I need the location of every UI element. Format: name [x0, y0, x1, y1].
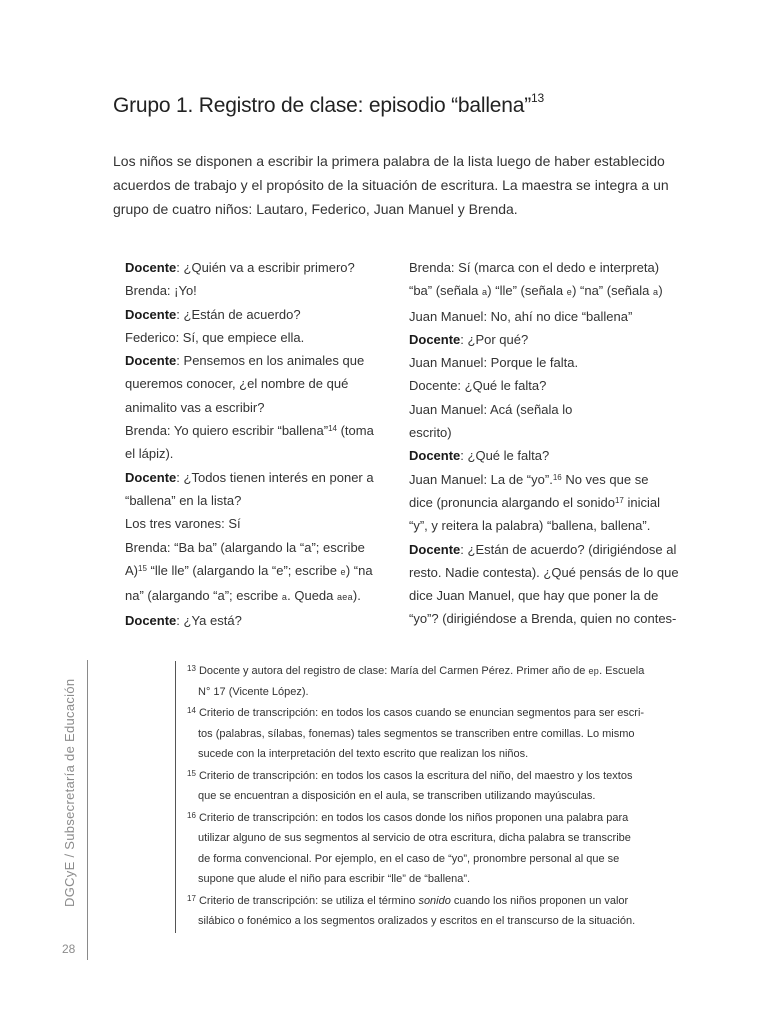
footnote-ref: 16	[552, 472, 562, 482]
dialogue-text: ) “na	[345, 562, 373, 578]
dialogue-line	[125, 489, 387, 512]
dialogue-text: ) “lle” (señala	[487, 283, 567, 299]
dialogue-text: inicial	[623, 494, 661, 510]
footnote-number: 14	[187, 706, 196, 715]
dialogue-text: Juan Manuel: La de “yo”.	[409, 471, 553, 487]
dialogue-line	[409, 374, 663, 397]
dialogue-text: Brenda: Sí (marca con el dedo e interpreta)	[409, 260, 660, 275]
dialogue-text: “lle lle” (alargando la “e”; escribe	[146, 562, 341, 578]
footnote-text: de forma convencional. Por ejemplo, en el caso de “yo”, pronombre personal al que se	[198, 852, 620, 865]
dialogue-line	[409, 514, 663, 537]
page-title-text: Grupo 1. Registro de clase: episodio “ballena”	[113, 94, 532, 117]
footnote-text: supone que alude el niño para escribir “lle” de “ballena”.	[198, 873, 471, 885]
sidebar-divider	[87, 660, 88, 960]
dialogue-line	[409, 584, 663, 607]
dialogue-line	[409, 538, 677, 561]
dialogue-text: A)	[125, 562, 138, 578]
dialogue-text: “y”, y reitera la palabra) “ballena, ballena”.	[409, 518, 651, 534]
dialogue-text: e	[566, 287, 573, 298]
speaker-label: Docente	[125, 260, 177, 275]
footnote-text: Criterio de transcripción: se utiliza el término	[195, 894, 419, 907]
dialogue-line	[409, 398, 663, 421]
intro-paragraph: Los niños se disponen a escribir la primera palabra de la lista luego de haber establecido acuerdos de trabajo y el propósito de la situación de escritura. La maestra se integra a un grupo de cuatro niños: Lautaro, Federico, Juan Manuel y Brenda.	[113, 153, 669, 217]
dialogue-text: Brenda: “Ba ba” (alargando la “a”; escribe	[125, 539, 365, 555]
sidebar-publisher-label: DGCyE / Subsecretaría de Educación	[62, 678, 77, 907]
footnote-17	[187, 891, 672, 932]
dialogue-line	[125, 442, 387, 465]
dialogue-line	[125, 419, 387, 442]
footnote-ref: 17	[614, 495, 624, 505]
dialogue-line	[125, 372, 387, 395]
dialogue-line	[409, 256, 663, 279]
dialogue-text: animalito vas a escribir?	[125, 399, 265, 415]
dialogue-text: “ba” (señala	[409, 283, 482, 299]
dialogue-text: Brenda: Yo quiero escribir “ballena”	[125, 423, 329, 439]
dialogue-text: : ¿Están de acuerdo?	[176, 306, 301, 322]
dialogue-text: Docente: ¿Qué le falta?	[409, 378, 547, 394]
dialogue-text: a	[281, 592, 288, 603]
dialogue-line	[409, 607, 677, 630]
dialogue-right-column	[409, 256, 679, 631]
dialogue-text: dice Juan Manuel, que hay que poner la de	[409, 588, 659, 604]
dialogue-text: : ¿Ya está?	[176, 613, 242, 629]
dialogue-text: a	[481, 287, 488, 298]
footnote-text: que se encuentran a disposición en el aula, se transcriben utilizando mayúsculas.	[198, 790, 596, 802]
dialogue-text: : ¿Todos tienen interés en poner a	[176, 469, 374, 485]
footnote-number: 15	[187, 768, 196, 778]
dialogue-line	[409, 468, 663, 491]
dialogue-text: a	[653, 287, 659, 298]
footnote-13	[187, 661, 672, 702]
dialogue-text: Juan Manuel: No, ahí no dice “ballena”	[409, 308, 633, 324]
footnote-number: 13	[187, 664, 196, 673]
dialogue-line	[409, 328, 663, 351]
footnote-text: Criterio de transcripción: en todos los casos donde los niños proponen una palabra para	[195, 811, 629, 824]
dialogue-line	[125, 466, 387, 489]
footnote-ref: 14	[328, 424, 337, 434]
speaker-label: Docente	[409, 448, 461, 464]
footnote-text: Docente y autora del registro de clase: María del Carmen Pérez. Primer año de	[195, 665, 589, 677]
dialogue-text: : ¿Quién va a escribir primero?	[176, 260, 355, 275]
dialogue-line	[409, 305, 663, 328]
dialogue-text: )	[658, 283, 663, 299]
footnote-16	[187, 808, 672, 890]
footnote-text: ep	[588, 666, 600, 676]
footnote-text: cuando los niños proponen un valor	[450, 894, 629, 907]
dialogue-text: “ballena” en la lista?	[125, 492, 242, 508]
page-title	[113, 91, 733, 118]
footnote-text: Criterio de transcripción: en todos los casos cuando se enuncian segmentos para ser escri-	[195, 707, 645, 719]
dialogue-line	[409, 491, 663, 514]
dialogue-text: e	[340, 566, 346, 577]
speaker-label: Docente	[125, 306, 177, 322]
dialogue-left-column	[125, 256, 387, 633]
dialogue-line	[125, 303, 387, 326]
footnotes	[175, 661, 672, 933]
dialogue-text: : ¿Están de acuerdo? (dirigiéndose al	[460, 541, 677, 557]
dialogue-text: (toma	[336, 423, 374, 439]
dialogue-text: dice (pronuncia alargando el sonido	[409, 494, 615, 510]
footnote-number: 16	[187, 810, 196, 820]
dialogue-line	[125, 584, 387, 609]
dialogue-line	[125, 536, 387, 559]
dialogue-text: escrito)	[409, 425, 452, 441]
dialogue-line	[409, 561, 679, 584]
dialogue-line	[125, 326, 387, 349]
footnote-text: utilizar alguno de sus segmentos al servicio de otra escritura, dicha palabra se transcribe	[198, 832, 631, 844]
dialogue-line	[409, 421, 663, 444]
dialogue-line	[125, 349, 387, 372]
speaker-label: Docente	[125, 353, 177, 369]
speaker-label: Docente	[409, 541, 461, 557]
dialogue-line	[409, 444, 663, 467]
dialogue-text: na” (alargando “a”; escribe	[125, 588, 282, 604]
dialogue-text: : Pensemos en los animales que	[176, 353, 365, 369]
dialogue-line	[125, 256, 387, 279]
footnote-text: N° 17 (Vicente López).	[198, 685, 309, 698]
footnote-text: sucede con la interpretación del texto escrito que realizan los niños.	[198, 748, 529, 760]
dialogue-text: Brenda: ¡Yo!	[125, 283, 197, 299]
dialogue-text: : ¿Por qué?	[460, 331, 529, 347]
footnote-text: tos (palabras, sílabas, fonemas) tales segmentos se transcriben entre comillas. Lo mismo	[198, 727, 635, 740]
dialogue-text: Juan Manuel: Acá (señala lo	[409, 401, 573, 417]
speaker-label: Docente	[125, 613, 177, 629]
footnote-text: silábico o fonémico a los segmentos oralizados y escritos en el transcurso de la situación.	[198, 915, 636, 927]
dialogue-text: No ves que se	[561, 471, 649, 487]
title-footnote-ref: 13	[531, 91, 544, 105]
dialogue-text: ) “na” (señala	[572, 283, 653, 299]
footnote-14	[187, 703, 672, 765]
dialogue-line	[409, 279, 663, 304]
dialogue-text: queremos conocer, ¿el nombre de qué	[125, 376, 349, 392]
dialogue-text: resto. Nadie contesta). ¿Qué pensás de lo que	[409, 564, 679, 580]
footnote-15	[187, 766, 672, 807]
dialogue-text: el lápiz).	[125, 446, 174, 462]
dialogue-line	[125, 609, 387, 632]
footnote-text: Criterio de transcripción: en todos los casos la escritura del niño, del maestro y los textos	[195, 769, 633, 782]
dialogue-text: aea	[337, 592, 353, 603]
dialogue-text: : ¿Qué le falta?	[460, 448, 550, 464]
dialogue-text: ).	[352, 588, 361, 604]
footnote-text: sonido	[418, 894, 451, 907]
dialogue-text: . Queda	[287, 588, 337, 604]
dialogue-line	[125, 512, 387, 535]
dialogue-text: Los tres varones: Sí	[125, 516, 241, 532]
speaker-label: Docente	[409, 331, 461, 347]
page-number: 28	[62, 942, 76, 956]
dialogue-text: “yo”? (dirigiéndose a Brenda, quien no contes-	[409, 611, 677, 627]
footnote-text: . Escuela	[599, 665, 645, 677]
dialogue-text: Federico: Sí, que empiece ella.	[125, 329, 305, 345]
dialogue-line	[409, 351, 663, 374]
footnote-number: 17	[187, 893, 196, 903]
dialogue-line	[125, 559, 387, 584]
speaker-label: Docente	[125, 469, 177, 485]
dialogue-line	[125, 396, 387, 419]
dialogue-line	[125, 279, 387, 302]
dialogue-text: Juan Manuel: Porque le falta.	[409, 355, 579, 371]
footnote-ref: 15	[138, 563, 147, 573]
